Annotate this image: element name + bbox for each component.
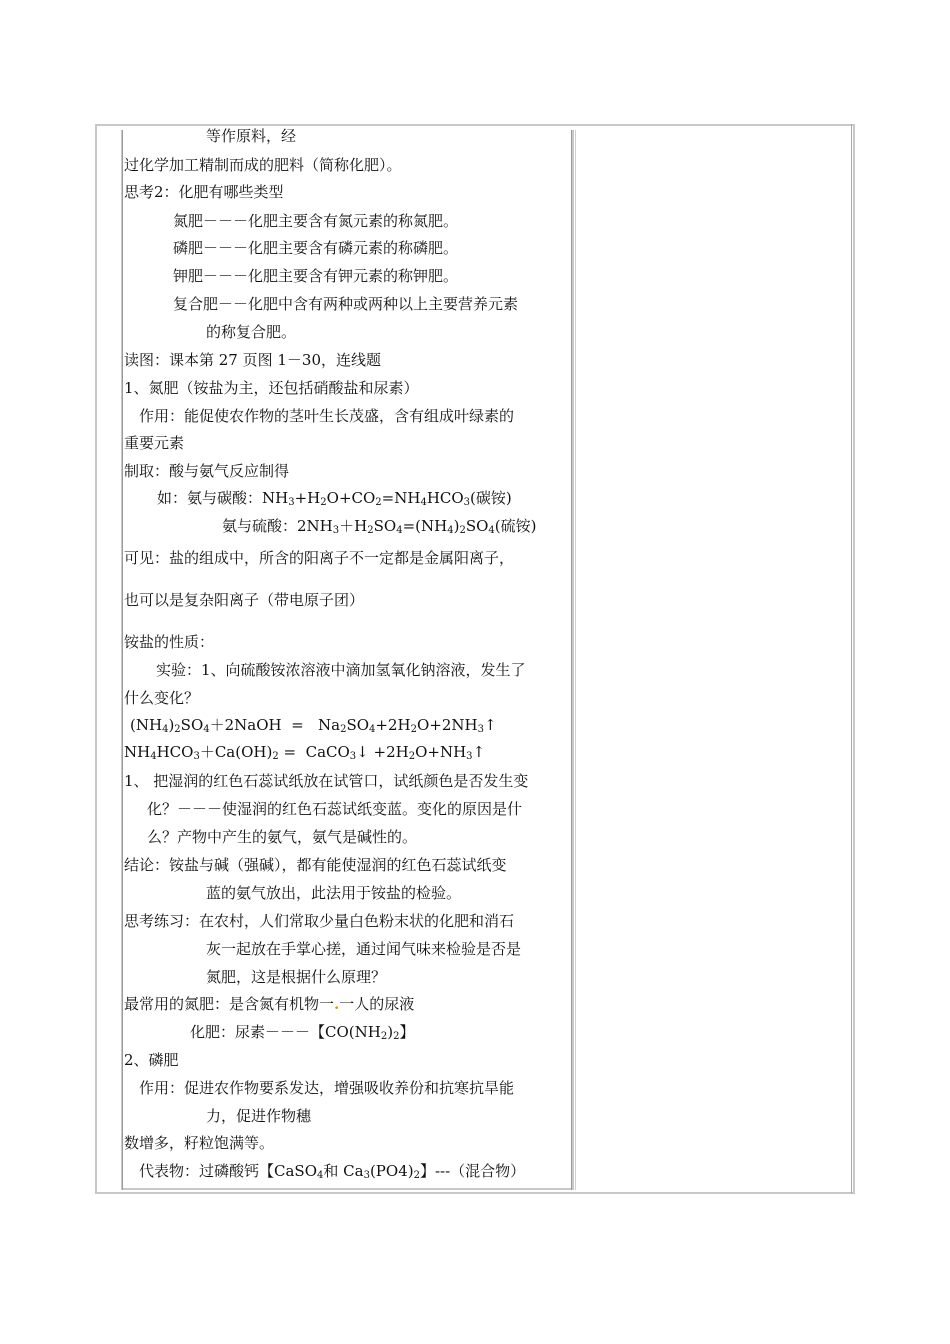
text-line: 制取：酸与氨气反应制得 xyxy=(124,462,290,480)
formula-sub: 2 xyxy=(413,1170,420,1181)
formula-line-rxn1 xyxy=(130,714,497,736)
section-heading: 2、磷肥 xyxy=(124,1051,179,1069)
formula-part: NH xyxy=(124,743,151,761)
text-line: 氮肥，这是根据什么原理？ xyxy=(206,968,387,986)
urine-line xyxy=(124,993,414,1015)
formula-part: 】---（混合物） xyxy=(419,1162,526,1180)
formula-sub: 3 xyxy=(288,497,295,508)
formula-sub: 2 xyxy=(174,724,181,735)
highlight-dot: . xyxy=(334,995,340,1013)
formula-part: O+2NH xyxy=(417,716,478,734)
formula-sub: 4 xyxy=(396,525,403,536)
formula-sub: 2 xyxy=(459,525,466,536)
formula-part: (碳铵) xyxy=(470,489,512,507)
section-heading: 铵盐的性质： xyxy=(124,633,215,651)
formula-part: HCO xyxy=(426,489,464,507)
formula-sub: 2 xyxy=(380,1031,388,1042)
text-line: 氨与硫酸： xyxy=(222,517,298,535)
formula-sub: 2 xyxy=(393,1031,400,1042)
formula-line-carbonate xyxy=(157,487,512,509)
formula-sub: 2 xyxy=(272,751,279,762)
section-heading: 思考2：化肥有哪些类型 xyxy=(124,183,284,201)
formula-part: SO xyxy=(180,716,204,734)
text-line: 蓝的氨气放出，此法用于铵盐的检验。 xyxy=(206,884,462,902)
formula-part: +H xyxy=(294,489,321,507)
formula-sub: 2 xyxy=(320,497,327,508)
table-right-border xyxy=(851,124,852,1194)
formula-part: =NH xyxy=(381,489,421,507)
text-line: 力，促进作物穗 xyxy=(206,1107,312,1125)
formula-part: 和 Ca xyxy=(323,1162,364,1180)
formula-sub: 3 xyxy=(363,1170,370,1181)
formula-part: SO xyxy=(373,517,397,535)
formula-part: HCO xyxy=(156,743,194,761)
text-line: 钾肥－－－化肥主要含有钾元素的称钾肥。 xyxy=(173,267,459,285)
formula-sub: 3 xyxy=(193,751,200,762)
formula-sub: 3 xyxy=(349,751,357,762)
text-line: 灰一起放在手掌心搓，通过闻气味来检验是否是 xyxy=(206,940,522,958)
text-line: 思考练习：在农村，人们常取少量白色粉末状的化肥和消石 xyxy=(124,912,515,930)
urea-line xyxy=(190,1021,414,1043)
up-arrow-icon: ↑ xyxy=(484,716,497,734)
text-line: 什么变化？ xyxy=(124,689,200,707)
text-line: 化？－－－使湿润的红色石蕊试纸变蓝。变化的原因是什 xyxy=(147,800,523,818)
formula-part: (PO4) xyxy=(369,1162,414,1180)
formula-part: ＋2NaOH = Na xyxy=(209,716,341,734)
formula-part: ) xyxy=(168,716,175,734)
formula-part: = CaCO xyxy=(278,743,350,761)
formula-part: O+CO xyxy=(326,489,376,507)
formula-part: ＋H xyxy=(339,517,368,535)
formula-sub: 2 xyxy=(367,525,374,536)
text-part: 一人的尿液 xyxy=(339,995,415,1013)
formula-sub: 4 xyxy=(317,1170,324,1181)
formula-sub: 2 xyxy=(375,497,382,508)
text-line: 么？产物中产生的氨气，氨气是碱性的。 xyxy=(147,828,418,846)
formula-part: 】 xyxy=(399,1023,415,1041)
text-line: 复合肥－－化肥中含有两种或两种以上主要营养元素 xyxy=(173,295,519,313)
formula-part: NH xyxy=(262,489,289,507)
formula-sub: 2 xyxy=(408,751,416,762)
formula-sub: 2 xyxy=(410,724,417,735)
text-line: 读图：课本第 27 页图 1－30，连线题 xyxy=(124,351,382,369)
text-line: 作用：能促使农作物的茎叶生长茂盛，含有组成叶绿素的 xyxy=(139,407,515,425)
formula-sub: 3 xyxy=(463,497,471,508)
text-line: 可见：盐的组成中，所含的阳离子不一定都是金属阳离子， xyxy=(124,549,515,567)
text-line: 也可以是复杂阳离子（带电原子团） xyxy=(124,591,365,609)
formula-part: ) xyxy=(453,517,460,535)
formula-sub: 2 xyxy=(340,724,347,735)
text-line: 如：氨与碳酸： xyxy=(157,489,263,507)
text-line: 作用：促进农作物要系发达，增强吸收养份和抗寒抗旱能 xyxy=(139,1079,515,1097)
formula-sub: 4 xyxy=(420,497,427,508)
formula-sub: 3 xyxy=(466,751,473,762)
formula-part: =(NH xyxy=(402,517,448,535)
text-line: 过化学加工精制而成的肥料（简称化肥）。 xyxy=(124,156,402,174)
text-line: 实验：1、向硫酸铵浓溶液中滴加氢氧化钠溶液，发生了 xyxy=(156,661,526,679)
formula-line-rxn2 xyxy=(124,741,485,763)
text-line: 数增多，籽粒饱满等。 xyxy=(124,1134,275,1152)
cell-right-border xyxy=(571,130,572,1190)
formula-sub: 4 xyxy=(150,751,157,762)
text-line: 结论：铵盐与碱（强碱），都有能使湿润的红色石蕊试纸变 xyxy=(124,856,507,874)
text-line: 磷肥－－－化肥主要含有磷元素的称磷肥。 xyxy=(173,239,459,257)
formula-sub: 4 xyxy=(369,724,376,735)
formula-part: (NH xyxy=(130,716,163,734)
formula-part: O+NH xyxy=(415,743,467,761)
formula-part: (硫铵) xyxy=(494,517,537,535)
cell-left-border xyxy=(122,130,123,1190)
text-line: 氮肥－－－化肥主要含有氮元素的称氮肥。 xyxy=(173,212,459,230)
representative-line xyxy=(139,1160,525,1182)
formula-part: 2NH xyxy=(297,517,333,535)
text-line: 等作原料，经 xyxy=(206,127,297,145)
section-heading: 1、氮肥（铵盐为主，还包括硝酸盐和尿素） xyxy=(124,379,419,397)
formula-part: 代表物：过磷酸钙【CaSO xyxy=(139,1162,317,1180)
formula-line-sulfate xyxy=(222,515,536,537)
notes-column-border xyxy=(575,130,576,1190)
formula-sub: 4 xyxy=(203,724,210,735)
formula-part: +2H xyxy=(375,716,411,734)
formula-part: ＋Ca(OH) xyxy=(199,743,273,761)
formula-part: SO xyxy=(346,716,370,734)
text-line: 的称复合肥。 xyxy=(206,323,297,341)
formula-part: 化肥：尿素－－－【CO(NH xyxy=(190,1023,381,1041)
formula-sub: 3 xyxy=(477,724,484,735)
formula-sub: 4 xyxy=(447,525,454,536)
formula-part: ) xyxy=(387,1023,394,1041)
formula-sub: 4 xyxy=(488,525,495,536)
formula-sub: 4 xyxy=(162,724,169,735)
down-arrow-icon: ↓ xyxy=(356,743,369,761)
text-line: 1、 把湿润的红色石蕊试纸放在试管口，试纸颜色是否发生变 xyxy=(124,772,529,790)
formula-sub: 3 xyxy=(332,525,340,536)
formula-part: +2H xyxy=(368,743,409,761)
formula-part: SO xyxy=(465,517,489,535)
up-arrow-icon: ↑ xyxy=(472,743,486,761)
text-part: 最常用的氮肥：是含氮有机物一 xyxy=(124,995,335,1013)
text-line: 重要元素 xyxy=(124,434,185,452)
